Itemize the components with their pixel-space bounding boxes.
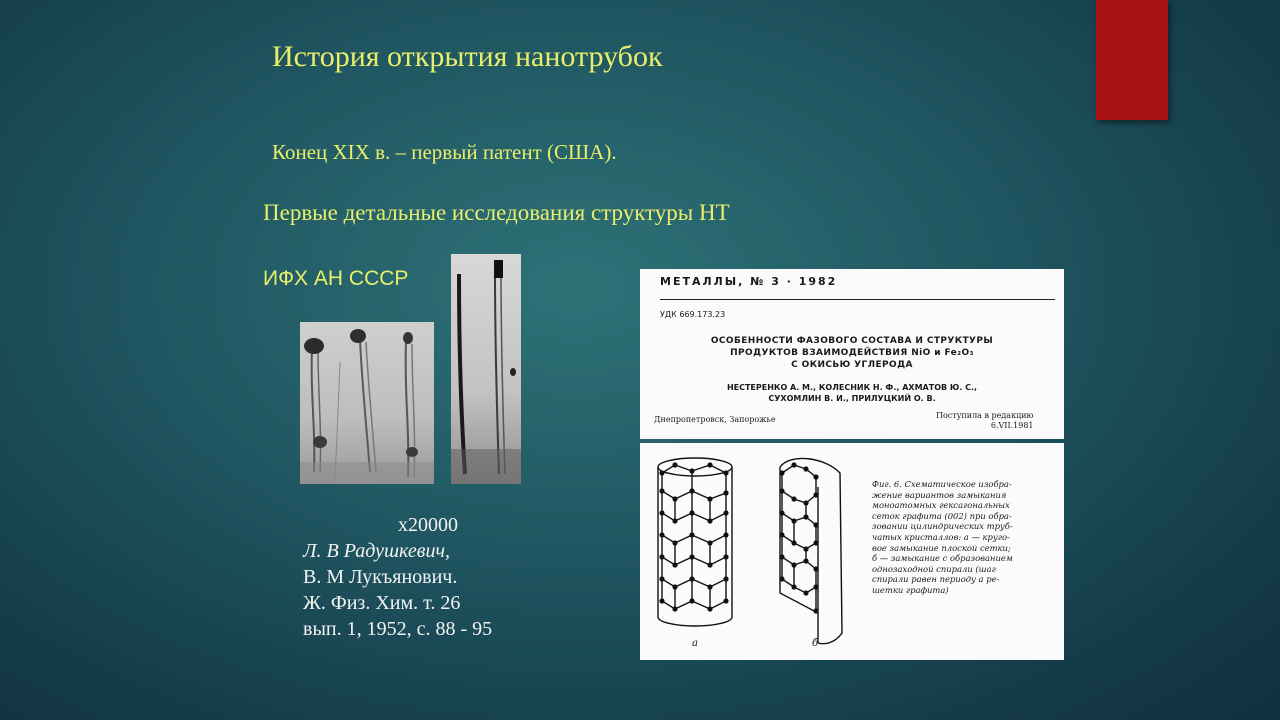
- received-value: 6.VII.1981: [990, 421, 1034, 430]
- issue-reference: вып. 1, 1952, с. 88 - 95: [303, 618, 493, 640]
- article-title-line-2: ПРОДУКТОВ ВЗАИМОДЕЙСТВИЯ NiO и Fe₂O₃: [730, 348, 974, 358]
- journal-reference: Ж. Физ. Хим. т. 26: [303, 592, 461, 614]
- figure-caption-line: б — замыкание с образованием: [872, 553, 1013, 564]
- authors-line-2: СУХОМЛИН В. И., ПРИЛУЦКИЙ О. В.: [768, 394, 936, 403]
- article-header-scan: [640, 269, 1064, 439]
- received-label: Поступила в редакцию: [936, 411, 1034, 420]
- figure-caption-line: жение вариантов замыкания: [872, 489, 1007, 500]
- figure-caption-line: зовании цилиндрических труб-: [872, 521, 1013, 532]
- article-title-line-1: ОСОБЕННОСТИ ФАЗОВОГО СОСТАВА И СТРУКТУРЫ: [710, 336, 994, 346]
- figure-caption-line: однозаходной спирали (шаг: [872, 563, 996, 574]
- nanotube-micrograph-1: [300, 322, 434, 484]
- author-radushkevich: Л. В Радушкевич,: [303, 540, 451, 562]
- figure-caption-line: вое замыкание плоской сетки;: [872, 542, 1011, 553]
- received-date: [936, 411, 1034, 431]
- figure-caption-line: спирали равен периоду а ре-: [872, 574, 1000, 585]
- figure-caption-line: шетки графита): [872, 584, 949, 595]
- figure-caption-line: моноатомных гексагональных: [872, 500, 1010, 511]
- figure-caption-line: Фиг. 6. Схематическое изобра-: [872, 479, 1012, 489]
- figure-caption-line: сеток графита (002) при обра-: [872, 510, 1012, 521]
- magnification-label: x20000: [398, 514, 458, 536]
- author-lukyanovich: В. М Лукъянович.: [303, 566, 458, 588]
- nanotube-micrograph-2: [451, 254, 521, 484]
- slide-title: История открытия нанотрубок: [272, 40, 663, 73]
- first-studies-text: Первые детальные исследования структуры НТ: [263, 200, 730, 225]
- article-authors: [640, 382, 1064, 404]
- article-title: [640, 335, 1064, 371]
- article-city: Днепропетровск, Запорожье: [654, 415, 776, 424]
- cylinder-b: [780, 458, 842, 643]
- udk-code: УДК 669.173.23: [660, 310, 726, 319]
- red-accent-bar: [1096, 0, 1168, 120]
- header-rule: [660, 299, 1055, 300]
- figure-label-a: а: [692, 638, 698, 649]
- figure-label-b: б: [812, 638, 819, 649]
- institute-text: ИФХ АН СССР: [263, 267, 409, 290]
- figure-caption: [872, 479, 1060, 596]
- cylinder-a: [658, 458, 732, 626]
- nanotube-schematic-diagram: [640, 443, 870, 660]
- authors-line-1: НЕСТЕРЕНКО А. М., КОЛЕСНИК Н. Ф., АХМАТОВ Ю. С.,: [726, 383, 978, 392]
- figure-scan: [640, 443, 1064, 660]
- first-patent-text: Конец XIX в. – первый патент (США).: [272, 140, 617, 164]
- article-title-line-3: С ОКИСЬЮ УГЛЕРОДА: [791, 360, 913, 370]
- journal-name: МЕТАЛЛЫ, № 3 · 1982: [660, 275, 838, 288]
- micrograph-caption: [303, 512, 492, 642]
- figure-caption-line: чатых кристаллов: а — круго-: [872, 531, 1010, 542]
